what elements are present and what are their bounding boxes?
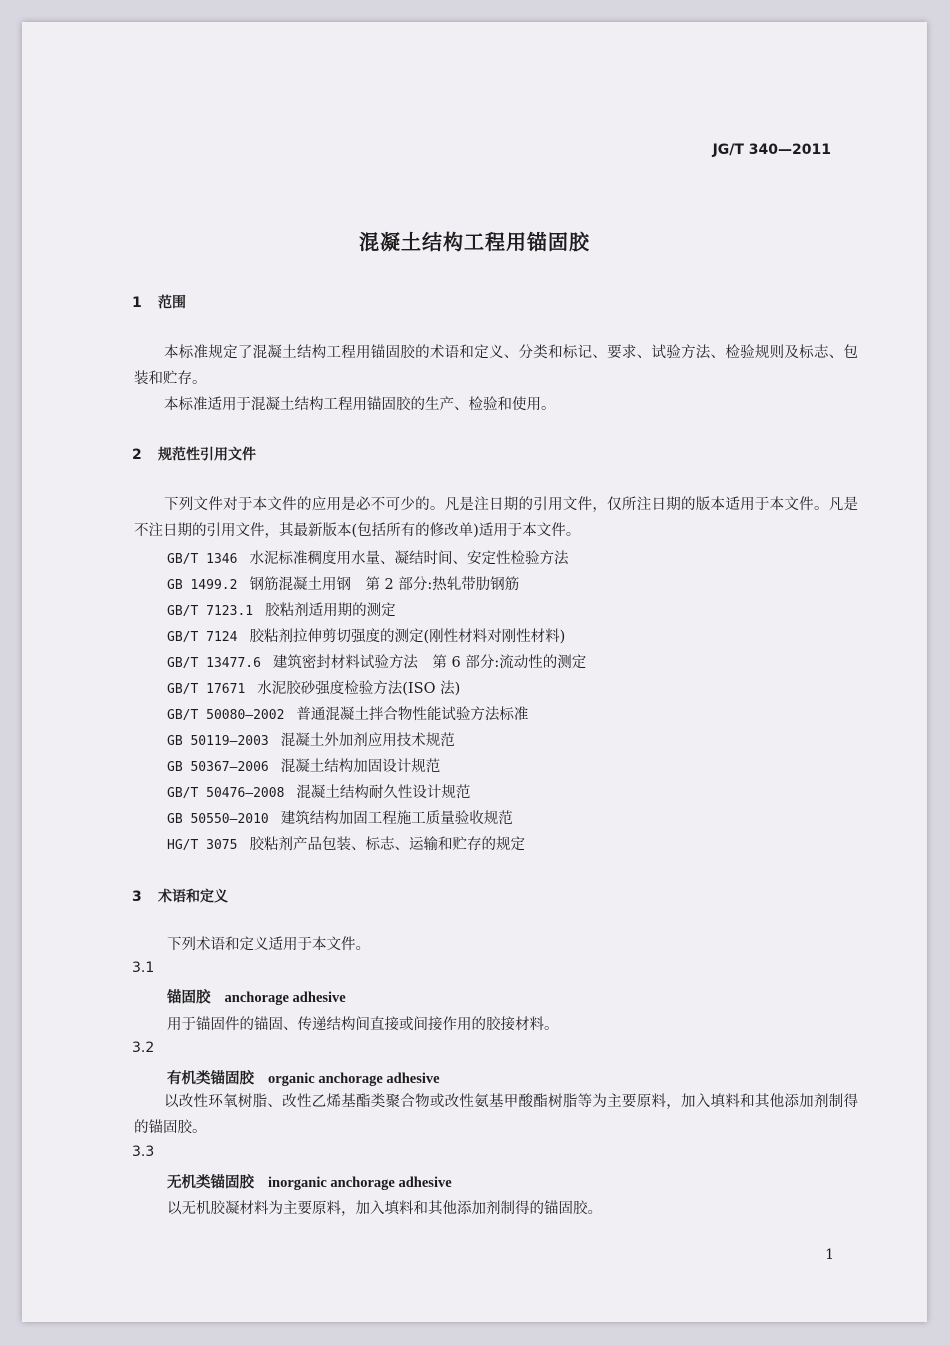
reference-item: GB 50367—2006 混凝土结构加固设计规范 [167, 759, 441, 775]
section-2-heading: 2 规范性引用文件 [132, 447, 256, 463]
reference-item: GB/T 7123.1 胶粘剂适用期的测定 [167, 603, 396, 619]
document-page [22, 22, 927, 1322]
term-definition: 以改性环氧树脂、改性乙烯基酯类聚合物或改性氨基甲酸酯树脂等为主要原料，加入填料和其他添加剂制得的锚固胶。 [134, 1094, 858, 1136]
term-definition: 以无机胶凝材料为主要原料，加入填料和其他添加剂制得的锚固胶。 [167, 1201, 602, 1217]
section-1-paragraph-1: 本标准规定了混凝土结构工程用锚固胶的术语和定义、分类和标记、要求、试验方法、检验规则及标志、包装和贮存。 [134, 345, 858, 387]
reference-item: GB 1499.2 钢筋混凝土用钢 第 2 部分:热轧带肋钢筋 [167, 577, 520, 593]
section-3-intro: 下列术语和定义适用于本文件。 [167, 937, 370, 953]
clause-number: 3.1 [132, 960, 155, 976]
reference-item: GB 50550—2010 建筑结构加固工程施工质量验收规范 [167, 811, 513, 827]
section-1-paragraph-2: 本标准适用于混凝土结构工程用锚固胶的生产、检验和使用。 [164, 397, 556, 413]
section-2-intro: 下列文件对于本文件的应用是必不可少的。凡是注日期的引用文件，仅所注日期的版本适用于本文件。凡是不注日期的引用文件，其最新版本(包括所有的修改单)适用于本文件。 [134, 497, 858, 539]
reference-item: HG/T 3075 胶粘剂产品包装、标志、运输和贮存的规定 [167, 837, 525, 853]
document-title: 混凝土结构工程用锚固胶 [359, 230, 590, 254]
standard-number: JG/T 340—2011 [712, 142, 831, 158]
page-number: 1 [825, 1247, 834, 1263]
section-1-heading: 1 范围 [132, 295, 186, 311]
clause-number: 3.3 [132, 1144, 155, 1160]
section-3-heading: 3 术语和定义 [132, 889, 228, 905]
term-definition: 用于锚固件的锚固、传递结构间直接或间接作用的胶接材料。 [167, 1017, 559, 1033]
term-heading: 有机类锚固胶 organic anchorage adhesive [167, 1070, 440, 1087]
reference-item: GB/T 50476—2008 混凝土结构耐久性设计规范 [167, 785, 471, 801]
reference-item: GB/T 17671 水泥胶砂强度检验方法(ISO 法) [167, 681, 461, 697]
term-heading: 无机类锚固胶 inorganic anchorage adhesive [167, 1174, 452, 1191]
reference-item: GB/T 1346 水泥标准稠度用水量、凝结时间、安定性检验方法 [167, 551, 569, 567]
clause-number: 3.2 [132, 1040, 155, 1056]
reference-item: GB/T 13477.6 建筑密封材料试验方法 第 6 部分:流动性的测定 [167, 655, 587, 671]
reference-item: GB 50119—2003 混凝土外加剂应用技术规范 [167, 733, 455, 749]
reference-item: GB/T 7124 胶粘剂拉伸剪切强度的测定(刚性材料对刚性材料) [167, 629, 566, 645]
term-heading: 锚固胶 anchorage adhesive [167, 989, 346, 1006]
reference-item: GB/T 50080—2002 普通混凝土拌合物性能试验方法标准 [167, 707, 529, 723]
